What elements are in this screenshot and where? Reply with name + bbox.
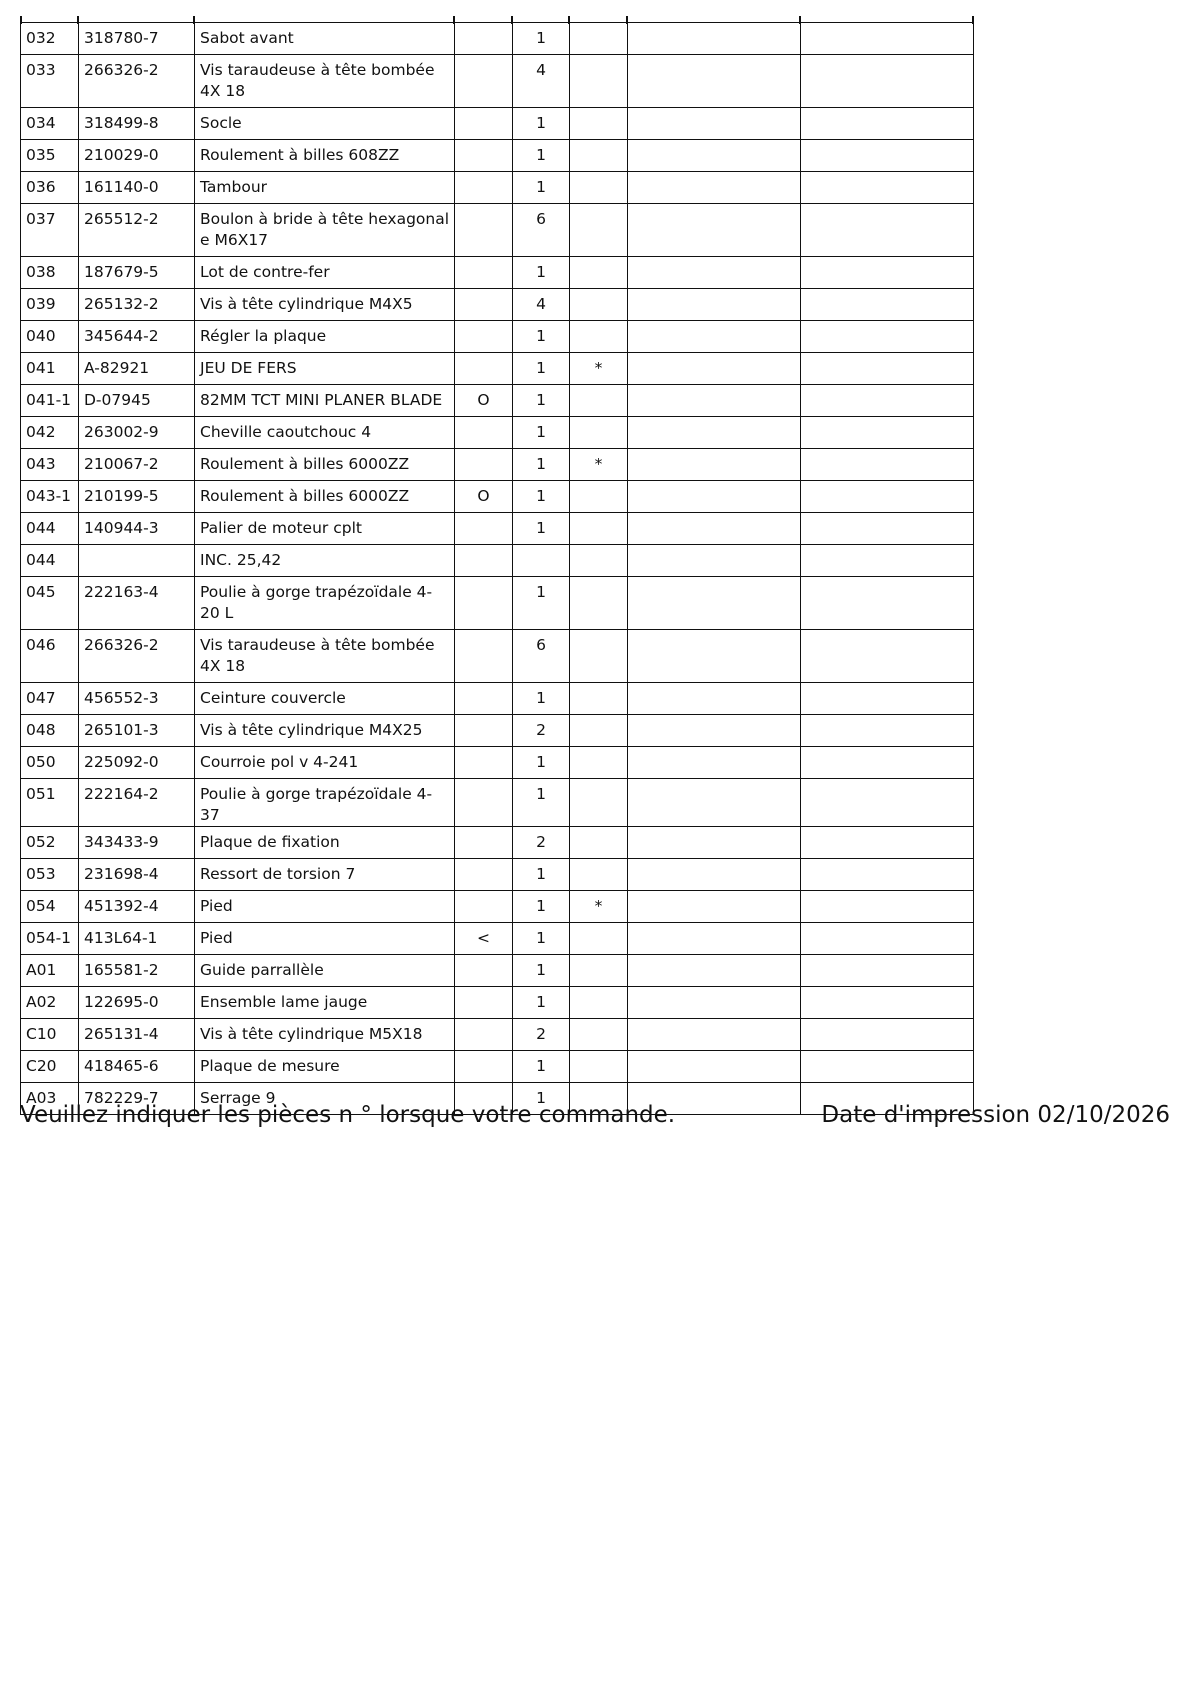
cell-description: INC. 25,42 [195, 545, 455, 577]
cell-ref-no: C20 [21, 1051, 79, 1083]
cell-note [570, 204, 628, 257]
cell-description: Vis taraudeuse à tête bombée 4X 18 [195, 630, 455, 683]
table-row [21, 353, 974, 385]
cell-flag [455, 955, 513, 987]
cell-part-number: 210067-2 [79, 449, 195, 481]
cell-description: Plaque de fixation [195, 827, 455, 859]
cell-description: Poulie à gorge trapézoïdale 4-37 [195, 779, 455, 827]
cell-note [570, 630, 628, 683]
cell-part-number: D-07945 [79, 385, 195, 417]
cell-note [570, 955, 628, 987]
cell-description: Plaque de mesure [195, 1051, 455, 1083]
parts-table [20, 22, 974, 1115]
cell-empty [801, 577, 974, 630]
cell-description: Socle [195, 108, 455, 140]
cell-empty [628, 513, 801, 545]
cell-quantity: 1 [513, 140, 570, 172]
cell-empty [628, 827, 801, 859]
cell-part-number [79, 545, 195, 577]
cell-flag [455, 23, 513, 55]
cell-empty [628, 955, 801, 987]
cell-part-number: 413L64-1 [79, 923, 195, 955]
parts-table-body [21, 23, 974, 1115]
cell-empty [801, 481, 974, 513]
cell-quantity: 1 [513, 449, 570, 481]
cell-flag [455, 172, 513, 204]
cell-note [570, 779, 628, 827]
table-row [21, 779, 974, 827]
cell-ref-no: 044 [21, 513, 79, 545]
cell-empty [628, 289, 801, 321]
cell-empty [801, 140, 974, 172]
cell-description: Ensemble lame jauge [195, 987, 455, 1019]
cell-note [570, 827, 628, 859]
cell-empty [628, 923, 801, 955]
cell-note [570, 683, 628, 715]
cell-description: Courroie pol v 4-241 [195, 747, 455, 779]
cell-empty [628, 987, 801, 1019]
cell-description: 82MM TCT MINI PLANER BLADE [195, 385, 455, 417]
cell-ref-no: 039 [21, 289, 79, 321]
cell-empty [628, 1019, 801, 1051]
cell-part-number: 343433-9 [79, 827, 195, 859]
cell-note [570, 923, 628, 955]
cell-empty [628, 715, 801, 747]
cell-part-number: 345644-2 [79, 321, 195, 353]
cell-ref-no: 046 [21, 630, 79, 683]
cell-empty [801, 827, 974, 859]
cell-part-number: 265131-4 [79, 1019, 195, 1051]
cell-description: Roulement à billes 6000ZZ [195, 449, 455, 481]
table-row [21, 204, 974, 257]
cell-empty [801, 683, 974, 715]
cell-quantity: 1 [513, 1083, 570, 1115]
cell-empty [628, 140, 801, 172]
cell-ref-no: 047 [21, 683, 79, 715]
cell-ref-no: 054 [21, 891, 79, 923]
cell-empty [628, 108, 801, 140]
cell-flag [455, 55, 513, 108]
cell-empty [801, 923, 974, 955]
table-row [21, 55, 974, 108]
table-row [21, 715, 974, 747]
cell-flag [455, 513, 513, 545]
cell-quantity: 1 [513, 859, 570, 891]
cell-description: Lot de contre-fer [195, 257, 455, 289]
cell-part-number: 266326-2 [79, 630, 195, 683]
cell-empty [628, 683, 801, 715]
table-row [21, 417, 974, 449]
cell-description: Vis taraudeuse à tête bombée 4X 18 [195, 55, 455, 108]
cell-quantity: 1 [513, 321, 570, 353]
cell-empty [628, 747, 801, 779]
cell-empty [801, 385, 974, 417]
cell-ref-no: 045 [21, 577, 79, 630]
cell-quantity: 1 [513, 481, 570, 513]
cell-empty [628, 545, 801, 577]
cell-ref-no: A02 [21, 987, 79, 1019]
cell-ref-no: 054-1 [21, 923, 79, 955]
cell-empty [801, 417, 974, 449]
cell-note [570, 172, 628, 204]
cell-note [570, 747, 628, 779]
cell-quantity: 1 [513, 108, 570, 140]
cell-description: Cheville caoutchouc 4 [195, 417, 455, 449]
cell-ref-no: 050 [21, 747, 79, 779]
cell-empty [801, 204, 974, 257]
cell-description: Vis à tête cylindrique M5X18 [195, 1019, 455, 1051]
cell-flag [455, 891, 513, 923]
cell-description: Serrage 9 [195, 1083, 455, 1115]
cell-flag [455, 204, 513, 257]
cell-note [570, 987, 628, 1019]
cell-flag [455, 108, 513, 140]
cell-quantity: 2 [513, 715, 570, 747]
cell-part-number: 187679-5 [79, 257, 195, 289]
cell-empty [628, 23, 801, 55]
cell-part-number: 418465-6 [79, 1051, 195, 1083]
cell-flag [455, 140, 513, 172]
cell-note [570, 859, 628, 891]
cell-quantity: 1 [513, 172, 570, 204]
cell-description: Roulement à billes 6000ZZ [195, 481, 455, 513]
cell-part-number: 225092-0 [79, 747, 195, 779]
table-row [21, 577, 974, 630]
table-row [21, 108, 974, 140]
cell-quantity: 4 [513, 55, 570, 108]
cell-quantity: 1 [513, 923, 570, 955]
table-row [21, 859, 974, 891]
cell-empty [801, 108, 974, 140]
cell-note [570, 417, 628, 449]
cell-description: Sabot avant [195, 23, 455, 55]
cell-flag: O [455, 481, 513, 513]
cell-empty [801, 779, 974, 827]
cell-empty [628, 172, 801, 204]
cell-flag [455, 577, 513, 630]
cell-flag [455, 859, 513, 891]
table-row [21, 23, 974, 55]
cell-ref-no: C10 [21, 1019, 79, 1051]
cell-empty [801, 449, 974, 481]
cell-part-number: 140944-3 [79, 513, 195, 545]
cell-description: Roulement à billes 608ZZ [195, 140, 455, 172]
cell-ref-no: 048 [21, 715, 79, 747]
cell-quantity: 1 [513, 385, 570, 417]
cell-empty [801, 1051, 974, 1083]
table-row [21, 891, 974, 923]
cell-quantity: 1 [513, 955, 570, 987]
cell-part-number: 318499-8 [79, 108, 195, 140]
cell-ref-no: 035 [21, 140, 79, 172]
cell-quantity: 1 [513, 513, 570, 545]
table-row [21, 385, 974, 417]
cell-empty [801, 23, 974, 55]
cell-ref-no: 040 [21, 321, 79, 353]
cell-part-number: 222164-2 [79, 779, 195, 827]
cell-empty [628, 859, 801, 891]
cell-empty [801, 513, 974, 545]
cell-part-number: 782229-7 [79, 1083, 195, 1115]
cell-ref-no: A01 [21, 955, 79, 987]
table-row [21, 172, 974, 204]
cell-quantity: 1 [513, 1051, 570, 1083]
cell-empty [628, 481, 801, 513]
cell-description: Boulon à bride à tête hexagonal e M6X17 [195, 204, 455, 257]
cell-description: Vis à tête cylindrique M4X5 [195, 289, 455, 321]
cell-description: Ceinture couvercle [195, 683, 455, 715]
cell-ref-no: A03 [21, 1083, 79, 1115]
cell-empty [801, 630, 974, 683]
cell-description: Régler la plaque [195, 321, 455, 353]
cell-note [570, 481, 628, 513]
cell-quantity: 1 [513, 683, 570, 715]
cell-part-number: 122695-0 [79, 987, 195, 1019]
cell-quantity: 1 [513, 577, 570, 630]
cell-ref-no: 032 [21, 23, 79, 55]
cell-part-number: 210029-0 [79, 140, 195, 172]
cell-flag [455, 715, 513, 747]
cell-part-number: 231698-4 [79, 859, 195, 891]
cell-empty [628, 449, 801, 481]
cell-quantity: 1 [513, 891, 570, 923]
cell-ref-no: 037 [21, 204, 79, 257]
cell-flag [455, 683, 513, 715]
table-row [21, 955, 974, 987]
cell-part-number: 456552-3 [79, 683, 195, 715]
cell-part-number: 161140-0 [79, 172, 195, 204]
cell-empty [628, 385, 801, 417]
cell-empty [801, 955, 974, 987]
cell-ref-no: 036 [21, 172, 79, 204]
cell-ref-no: 033 [21, 55, 79, 108]
cell-empty [801, 747, 974, 779]
table-row [21, 827, 974, 859]
footer-print-date: Date d'impression 02/10/2026 [821, 1102, 1170, 1128]
cell-flag [455, 353, 513, 385]
cell-note [570, 545, 628, 577]
cell-quantity: 1 [513, 779, 570, 827]
cell-ref-no: 043-1 [21, 481, 79, 513]
cell-note [570, 1051, 628, 1083]
cell-flag [455, 987, 513, 1019]
cell-flag [455, 289, 513, 321]
cell-empty [801, 545, 974, 577]
cell-description: Ressort de torsion 7 [195, 859, 455, 891]
table-row [21, 481, 974, 513]
cell-empty [801, 172, 974, 204]
cell-part-number: 222163-4 [79, 577, 195, 630]
cell-note [570, 385, 628, 417]
cell-note: * [570, 353, 628, 385]
cell-note [570, 108, 628, 140]
cell-flag [455, 449, 513, 481]
cell-empty [801, 353, 974, 385]
table-row [21, 545, 974, 577]
cell-flag [455, 779, 513, 827]
table-row [21, 140, 974, 172]
cell-part-number: 451392-4 [79, 891, 195, 923]
cell-note [570, 257, 628, 289]
cell-empty [628, 891, 801, 923]
cell-empty [801, 289, 974, 321]
cell-empty [801, 859, 974, 891]
cell-part-number: 265512-2 [79, 204, 195, 257]
cell-part-number: 318780-7 [79, 23, 195, 55]
cell-quantity: 1 [513, 353, 570, 385]
cell-empty [628, 257, 801, 289]
cell-note [570, 321, 628, 353]
cell-note [570, 715, 628, 747]
cell-description: Tambour [195, 172, 455, 204]
table-row [21, 449, 974, 481]
cell-empty [801, 321, 974, 353]
cell-note: * [570, 891, 628, 923]
cell-ref-no: 041 [21, 353, 79, 385]
cell-quantity: 1 [513, 257, 570, 289]
cell-description: Guide parrallèle [195, 955, 455, 987]
cell-empty [628, 321, 801, 353]
cell-empty [628, 204, 801, 257]
cell-empty [628, 55, 801, 108]
cell-part-number: 265132-2 [79, 289, 195, 321]
cell-flag [455, 417, 513, 449]
cell-note [570, 140, 628, 172]
cell-flag: < [455, 923, 513, 955]
cell-quantity [513, 545, 570, 577]
cell-description: Pied [195, 923, 455, 955]
cell-description: Vis à tête cylindrique M4X25 [195, 715, 455, 747]
cell-note [570, 577, 628, 630]
cell-note [570, 55, 628, 108]
cell-empty [628, 630, 801, 683]
cell-quantity: 1 [513, 987, 570, 1019]
table-row [21, 289, 974, 321]
cell-note [570, 513, 628, 545]
cell-part-number: 266326-2 [79, 55, 195, 108]
cell-quantity: 1 [513, 747, 570, 779]
cell-empty [628, 353, 801, 385]
cell-part-number: A-82921 [79, 353, 195, 385]
cell-empty [801, 55, 974, 108]
cell-ref-no: 042 [21, 417, 79, 449]
table-row [21, 987, 974, 1019]
cell-note [570, 23, 628, 55]
cell-note [570, 289, 628, 321]
cell-part-number: 265101-3 [79, 715, 195, 747]
cell-ref-no: 051 [21, 779, 79, 827]
cell-ref-no: 044 [21, 545, 79, 577]
cell-flag [455, 257, 513, 289]
cell-note [570, 1019, 628, 1051]
cell-empty [801, 987, 974, 1019]
cell-ref-no: 038 [21, 257, 79, 289]
cell-flag [455, 1051, 513, 1083]
table-row [21, 1019, 974, 1051]
cell-description: JEU DE FERS [195, 353, 455, 385]
cell-part-number: 263002-9 [79, 417, 195, 449]
cell-quantity: 6 [513, 204, 570, 257]
cell-empty [801, 715, 974, 747]
cell-quantity: 1 [513, 417, 570, 449]
cell-empty [801, 1019, 974, 1051]
cell-part-number: 165581-2 [79, 955, 195, 987]
cell-empty [801, 257, 974, 289]
cell-ref-no: 041-1 [21, 385, 79, 417]
cell-ref-no: 053 [21, 859, 79, 891]
cell-empty [801, 891, 974, 923]
cell-note: * [570, 449, 628, 481]
table-row [21, 630, 974, 683]
footer-order-note: Veuillez indiquer les pièces n ° lorsque votre commande. [20, 1102, 676, 1128]
cell-ref-no: 043 [21, 449, 79, 481]
table-row [21, 683, 974, 715]
cell-description: Palier de moteur cplt [195, 513, 455, 545]
cell-quantity: 6 [513, 630, 570, 683]
cell-part-number: 210199-5 [79, 481, 195, 513]
cell-quantity: 4 [513, 289, 570, 321]
cell-empty [628, 1051, 801, 1083]
cell-empty [628, 577, 801, 630]
table-row [21, 923, 974, 955]
table-row [21, 1051, 974, 1083]
cell-ref-no: 052 [21, 827, 79, 859]
cell-flag [455, 1019, 513, 1051]
cell-description: Poulie à gorge trapézoïdale 4-20 L [195, 577, 455, 630]
cell-flag [455, 321, 513, 353]
cell-flag [455, 827, 513, 859]
cell-flag [455, 630, 513, 683]
table-row [21, 257, 974, 289]
table-row [21, 513, 974, 545]
cell-empty [628, 417, 801, 449]
cell-quantity: 2 [513, 827, 570, 859]
table-row [21, 747, 974, 779]
cell-description: Pied [195, 891, 455, 923]
table-row [21, 321, 974, 353]
cell-flag [455, 545, 513, 577]
cell-flag: O [455, 385, 513, 417]
cell-empty [628, 779, 801, 827]
cell-quantity: 2 [513, 1019, 570, 1051]
cell-ref-no: 034 [21, 108, 79, 140]
cell-quantity: 1 [513, 23, 570, 55]
cell-flag [455, 747, 513, 779]
